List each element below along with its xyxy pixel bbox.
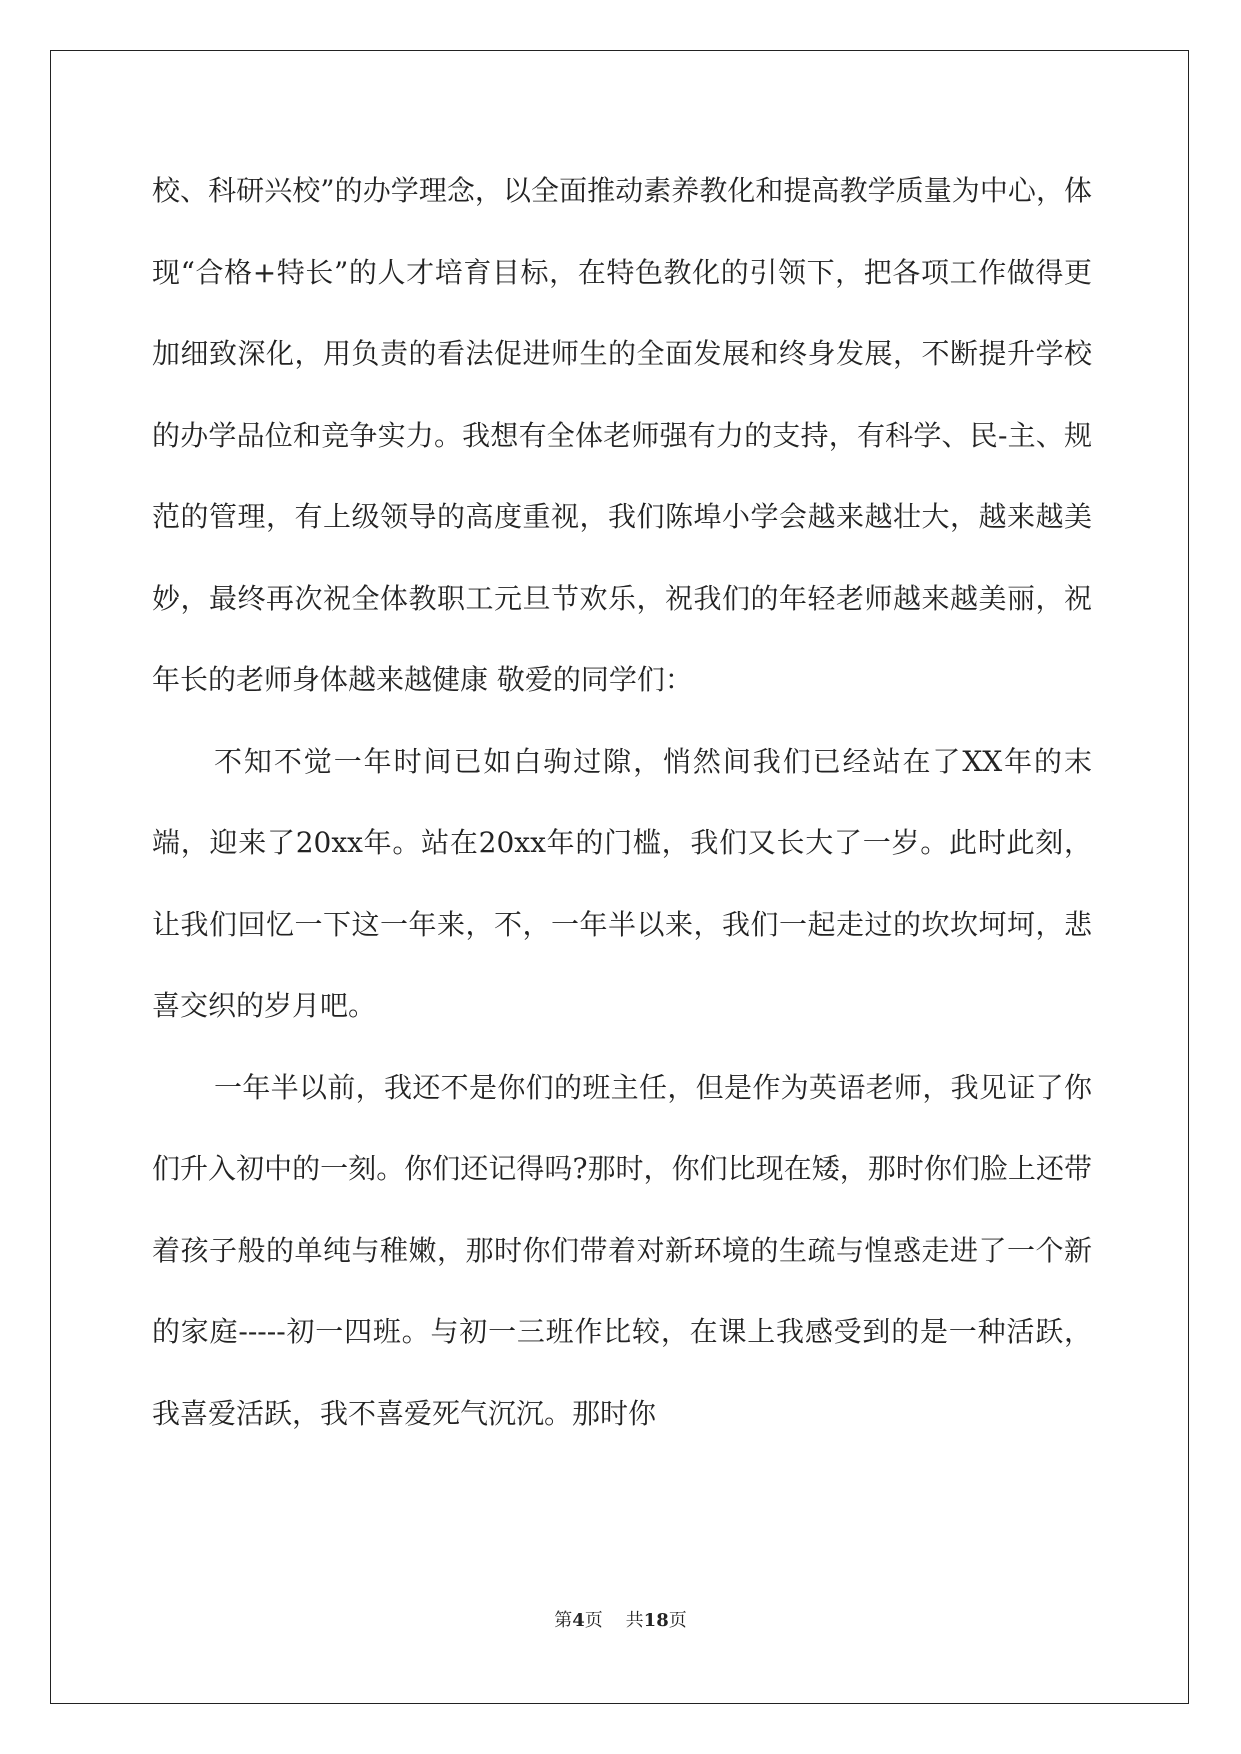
page-footer [0,1606,1241,1632]
paragraph-3: 一年半以前，我还不是你们的班主任，但是作为英语老师，我见证了你们升入初中的一刻。你们还记得吗?那时，你们比现在矮，那时你们脸上还带着孩子般的单纯与稚嫩，那时你们带着对新环境的生疏与惶惑走进了一个新的家庭-----初一四班。与初一三班作比较，在课上我感受到的是一种活跃，我喜爱活跃，我不喜爱死气沉沉。那时你 [152,1070,1092,1430]
total-pages-number: 18 [643,1610,669,1631]
footer-prefix: 第 [554,1610,573,1631]
footer-mid: 页 共 [584,1610,644,1631]
document-body [152,150,1092,1454]
paragraph-1: 校、科研兴校”的办学理念，以全面推动素养教化和提高教学质量为中心，体现“合格+特长”的人才培育目标，在特色教化的引领下，把各项工作做得更加细致深化，用负责的看法促进师生的全面发展和终身发展，不断提升学校的办学品位和竞争实力。我想有全体老师强有力的支持，有科学、民-主、规范的管理，有上级领导的高度重视，我们陈埠小学会越来越壮大，越来越美妙，最终再次祝全体教职工元旦节欢乐，祝我们的年轻老师越来越美丽，祝年长的老师身体越来越健康 敬爱的同学们： [152,174,1092,696]
paragraph-2: 不知不觉一年时间已如白驹过隙，悄然间我们已经站在了XX年的末端，迎来了20xx年。站在20xx年的门槛，我们又长大了一岁。此时此刻，让我们回忆一下这一年来，不，一年半以来，我们一起走过的坎坎坷坷，悲喜交织的岁月吧。 [152,744,1092,1022]
footer-suffix: 页 [668,1610,687,1631]
current-page-number: 4 [572,1610,585,1631]
